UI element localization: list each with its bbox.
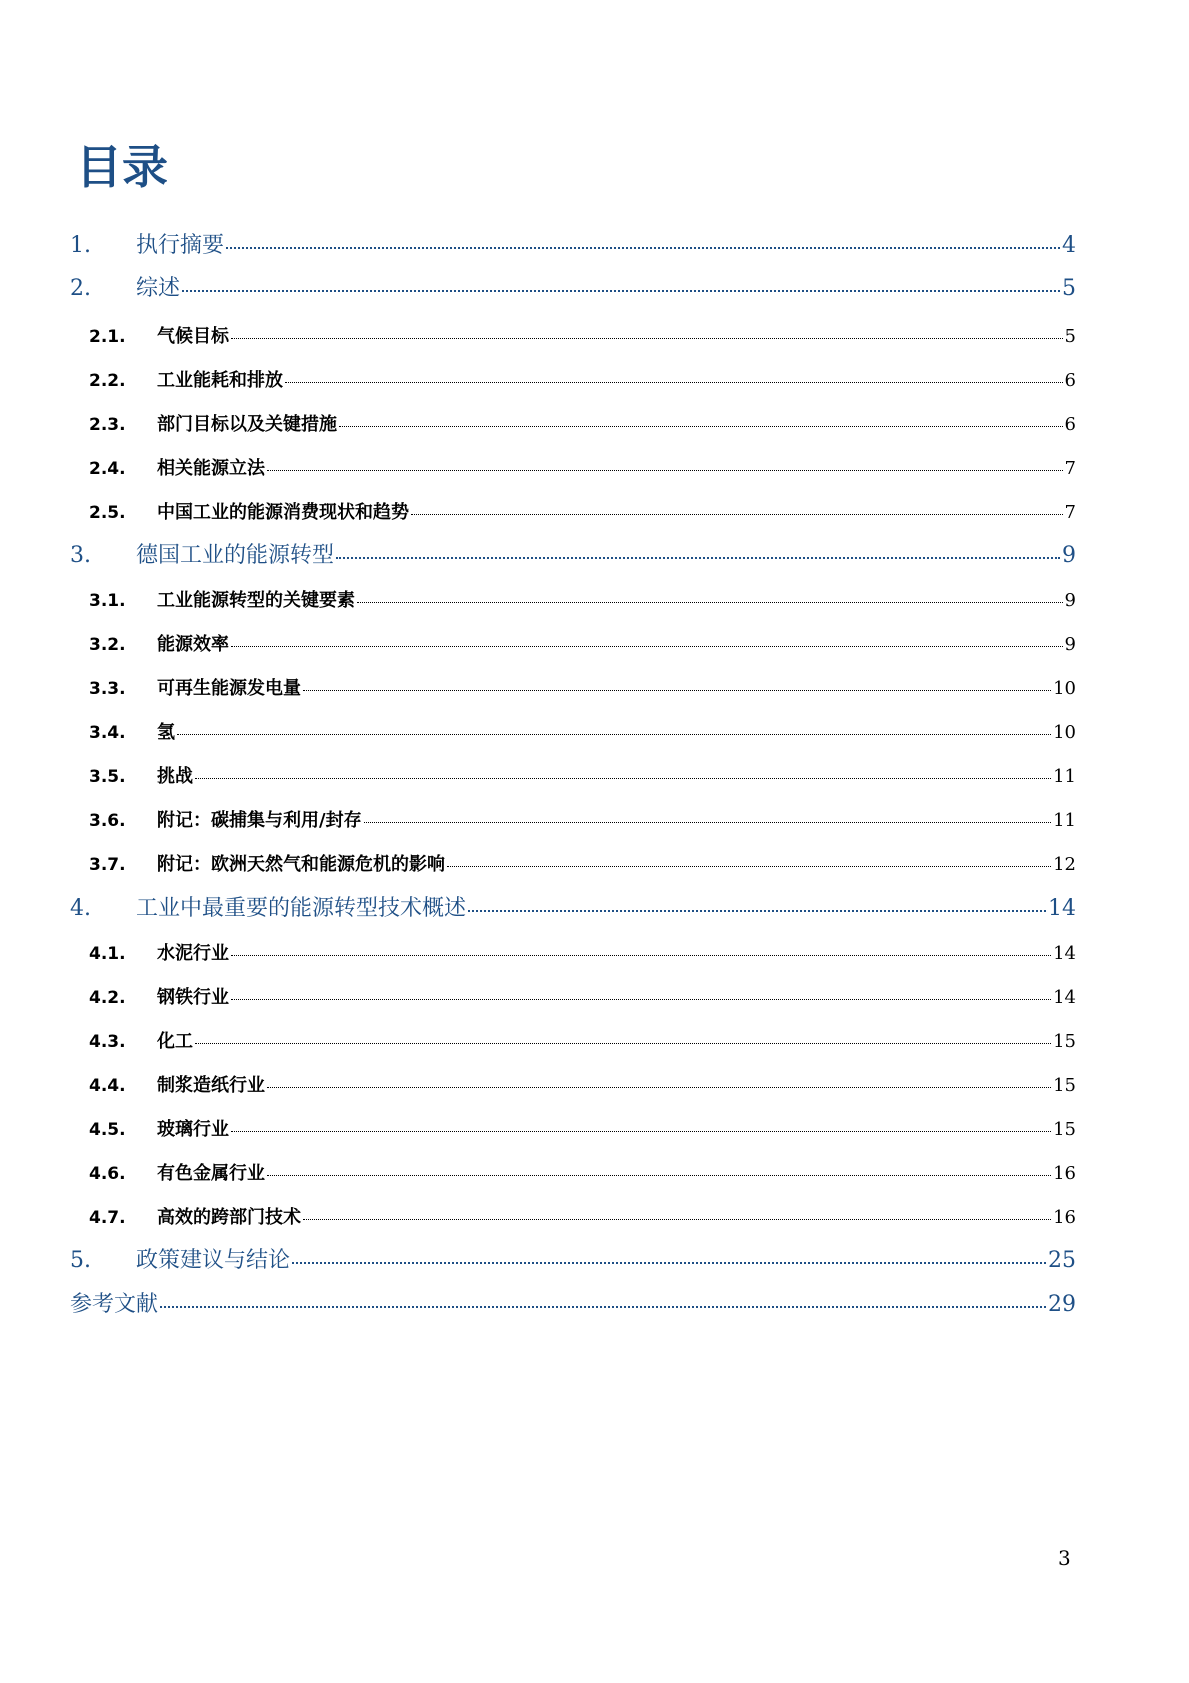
toc-page: 7 [1064, 502, 1076, 523]
toc-entry-3[interactable] [70, 538, 1076, 569]
toc-number: 3.3. [89, 679, 126, 699]
toc-number: 2.5. [89, 503, 126, 523]
toc-label: 氢 [157, 722, 175, 743]
toc-entry-2-1[interactable] [89, 322, 1076, 348]
toc-label: 附记：欧洲天然气和能源危机的影响 [157, 854, 445, 875]
toc-label: 相关能源立法 [157, 458, 265, 479]
toc-entry-2-2[interactable] [89, 366, 1076, 392]
toc-label: 参考文献 [70, 1292, 159, 1317]
toc-label: 综述 [136, 276, 181, 301]
toc-entry-3-7[interactable] [89, 850, 1076, 876]
page-number: 3 [1058, 1546, 1071, 1570]
toc-number: 1. [70, 233, 91, 258]
toc-number: 3.2. [89, 635, 126, 655]
toc-page: 9 [1062, 543, 1076, 568]
toc-page: 15 [1053, 1119, 1076, 1140]
dot-leader [231, 999, 1051, 1000]
toc-page: 5 [1062, 276, 1076, 301]
dot-leader [364, 822, 1052, 823]
dot-leader [267, 1087, 1051, 1088]
toc-number: 3.6. [89, 811, 126, 831]
dot-leader [339, 426, 1063, 427]
toc-label: 玻璃行业 [157, 1119, 229, 1140]
dot-leader [231, 955, 1051, 956]
toc-entry-3-4[interactable] [89, 718, 1076, 744]
toc-number: 2.2. [89, 371, 126, 391]
dot-leader [267, 1175, 1051, 1176]
dot-leader [336, 557, 1060, 559]
toc-label: 能源效率 [157, 634, 229, 655]
toc-entry-3-5[interactable] [89, 762, 1076, 788]
dot-leader [160, 1306, 1046, 1308]
toc-entry-4-5[interactable] [89, 1115, 1076, 1141]
toc-page: 6 [1064, 414, 1076, 435]
dot-leader [195, 1043, 1051, 1044]
toc-label: 部门目标以及关键措施 [157, 414, 337, 435]
toc-label: 政策建议与结论 [136, 1248, 291, 1273]
dot-leader [231, 1131, 1051, 1132]
toc-page: 14 [1053, 987, 1076, 1008]
toc-page: 11 [1053, 766, 1076, 787]
toc-number: 3.7. [89, 855, 126, 875]
toc-page: 14 [1048, 896, 1076, 921]
dot-leader [303, 1219, 1051, 1220]
toc-number: 2.4. [89, 459, 126, 479]
toc-number: 4.4. [89, 1076, 126, 1096]
dot-leader [285, 382, 1063, 383]
toc-entry-4[interactable] [70, 891, 1076, 922]
dot-leader [303, 690, 1051, 691]
toc-page: 9 [1064, 634, 1076, 655]
page-title: 目录 [76, 140, 168, 194]
toc-entry-3-3[interactable] [89, 674, 1076, 700]
toc-number: 2.3. [89, 415, 126, 435]
toc-page: 10 [1053, 678, 1076, 699]
dot-leader [231, 338, 1063, 339]
toc-number: 2. [70, 276, 91, 301]
toc-label: 工业中最重要的能源转型技术概述 [136, 896, 467, 921]
toc-entry-references[interactable] [70, 1287, 1076, 1318]
toc-number: 3. [70, 543, 91, 568]
dot-leader [177, 734, 1051, 735]
toc-label: 化工 [157, 1031, 193, 1052]
toc-number: 4.6. [89, 1164, 126, 1184]
toc-number: 3.4. [89, 723, 126, 743]
dot-leader [267, 470, 1063, 471]
toc-label: 执行摘要 [136, 233, 225, 258]
toc-label: 工业能耗和排放 [157, 370, 283, 391]
dot-leader [411, 514, 1063, 515]
dot-leader [231, 646, 1063, 647]
toc-entry-2[interactable] [70, 271, 1076, 302]
toc-label: 挑战 [157, 766, 193, 787]
dot-leader [447, 866, 1051, 867]
toc-label: 工业能源转型的关键要素 [157, 590, 355, 611]
toc-entry-4-6[interactable] [89, 1159, 1076, 1185]
dot-leader [357, 602, 1063, 603]
toc-entry-3-1[interactable] [89, 586, 1076, 612]
toc-number: 4.1. [89, 944, 126, 964]
dot-leader [468, 910, 1046, 912]
toc-page: 12 [1053, 854, 1076, 875]
toc-number: 4.5. [89, 1120, 126, 1140]
toc-entry-4-2[interactable] [89, 983, 1076, 1009]
toc-number: 4.2. [89, 988, 126, 1008]
toc-label: 中国工业的能源消费现状和趋势 [157, 502, 409, 523]
toc-page: 4 [1062, 233, 1076, 258]
toc-number: 4. [70, 896, 91, 921]
toc-entry-3-6[interactable] [89, 806, 1076, 832]
toc-page: 15 [1053, 1075, 1076, 1096]
dot-leader [226, 247, 1060, 249]
toc-number: 2.1. [89, 327, 126, 347]
toc-entry-4-4[interactable] [89, 1071, 1076, 1097]
toc-entry-2-5[interactable] [89, 498, 1076, 524]
toc-entry-1[interactable] [70, 228, 1076, 259]
toc-number: 4.7. [89, 1208, 126, 1228]
toc-page: 6 [1064, 370, 1076, 391]
toc-label: 气候目标 [157, 326, 229, 347]
toc-label: 制浆造纸行业 [157, 1075, 265, 1096]
toc-page: 11 [1053, 810, 1076, 831]
toc-page: 29 [1048, 1292, 1076, 1317]
toc-entry-2-3[interactable] [89, 410, 1076, 436]
toc-number: 3.1. [89, 591, 126, 611]
toc-number: 3.5. [89, 767, 126, 787]
toc-entry-4-7[interactable] [89, 1203, 1076, 1229]
toc-label: 有色金属行业 [157, 1163, 265, 1184]
toc-label: 附记：碳捕集与利用/封存 [157, 810, 362, 831]
dot-leader [292, 1262, 1046, 1264]
toc-page: 16 [1053, 1163, 1076, 1184]
toc-entry-2-4[interactable] [89, 454, 1076, 480]
dot-leader [182, 290, 1060, 292]
toc-page: 25 [1048, 1248, 1076, 1273]
toc-entry-4-3[interactable] [89, 1027, 1076, 1053]
toc-entry-5[interactable] [70, 1243, 1076, 1274]
toc-page: 9 [1064, 590, 1076, 611]
toc-page: 14 [1053, 943, 1076, 964]
toc-label: 高效的跨部门技术 [157, 1207, 301, 1228]
toc-entry-3-2[interactable] [89, 630, 1076, 656]
toc-number: 5. [70, 1248, 91, 1273]
toc-page: 5 [1064, 326, 1076, 347]
toc-page: 16 [1053, 1207, 1076, 1228]
dot-leader [195, 778, 1051, 779]
toc-entry-4-1[interactable] [89, 939, 1076, 965]
toc-label: 钢铁行业 [157, 987, 229, 1008]
toc-number: 4.3. [89, 1032, 126, 1052]
toc-label: 德国工业的能源转型 [136, 543, 335, 568]
toc-page: 10 [1053, 722, 1076, 743]
toc-label: 水泥行业 [157, 943, 229, 964]
toc-page: 7 [1064, 458, 1076, 479]
toc-page: 15 [1053, 1031, 1076, 1052]
toc-label: 可再生能源发电量 [157, 678, 301, 699]
